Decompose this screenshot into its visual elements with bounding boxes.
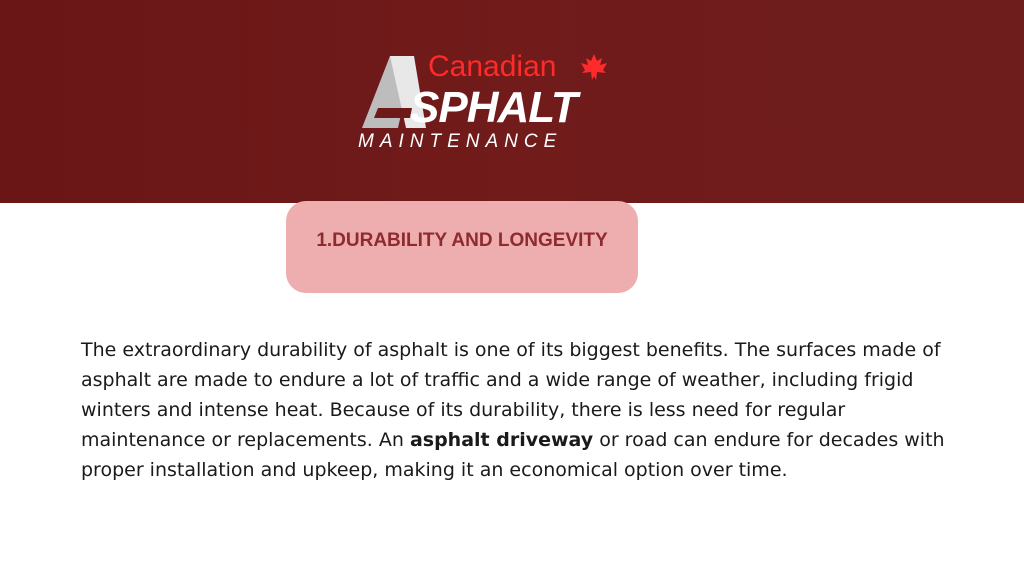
company-logo xyxy=(356,48,616,158)
body-text-part1: The extraordinary durability of asphalt is one of its biggest benefits. The surfaces made of asphalt are made to endure a lot of traffic and a wide range of weather, including frigid winters and intense heat. Because of its durability, there is less need for regular maintenance or replacements. An xyxy=(81,339,941,451)
section-heading: 1.DURABILITY AND LONGEVITY xyxy=(316,230,608,251)
logo-text-canadian: Canadian xyxy=(428,50,557,83)
section-heading-box xyxy=(286,201,638,293)
asphalt-driveway-link: asphalt driveway xyxy=(409,429,594,451)
logo-text-maintenance: MAINTENANCE xyxy=(358,131,563,152)
header-banner xyxy=(0,0,1024,203)
body-paragraph xyxy=(81,335,951,485)
body-text-part2: or road can endure for decades with proper installation and upkeep, making it an economical option over time. xyxy=(81,429,945,481)
maple-leaf-icon xyxy=(581,54,607,80)
logo-text-asphalt: SPHALT xyxy=(410,83,577,132)
